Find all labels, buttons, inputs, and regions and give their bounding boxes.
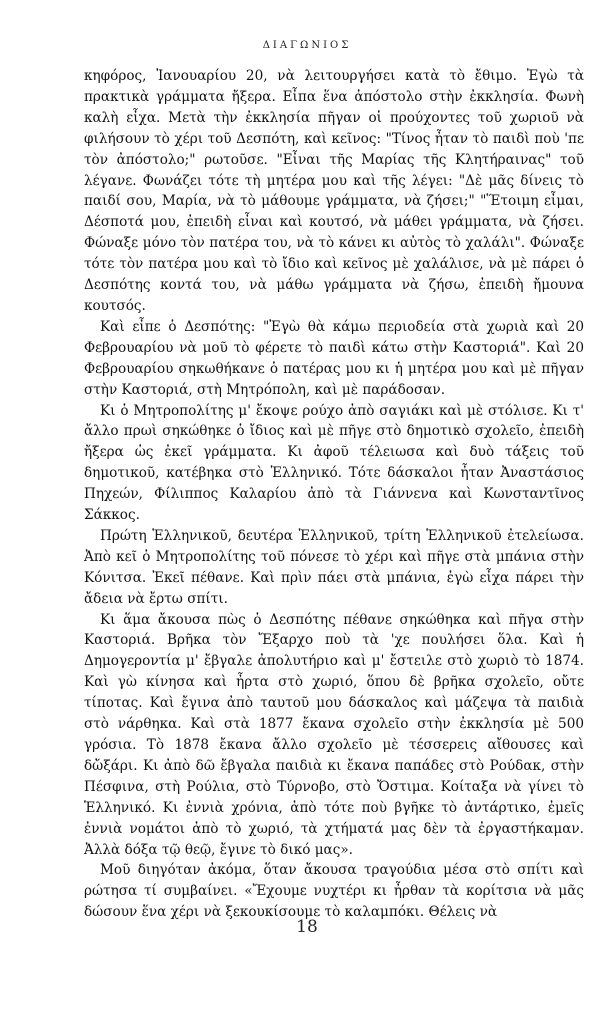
paragraph: Πρώτη Ἑλληνικοῦ, δευτέρα Ἑλληνικοῦ, τρίτη Ἑλληνικοῦ ἐτελείωσα. Ἀπὸ κεῖ ὁ Μητροπολίτης τοῦ πόνεσε τὸ χέρι καὶ πῆγε στὰ μπάνια στὴν Κόνιτσα. Ἐκεῖ πέθανε. Καὶ πρὶν πάει στὰ μπάνια, ἐγὼ εἶχα πάρει τὴν ἄδεια νὰ ἔρτω σπίτι. bbox=[84, 527, 584, 607]
paragraph: Κι ὁ Μητροπολίτης μ' ἔκοψε ρούχο ἀπὸ σαγιάκι καὶ μὲ στόλισε. Κι τ' ἄλλο πρωὶ σηκώθηκε ὁ ἴδιος καὶ μὲ πῆγε στὸ δημοτικὸ σχολεῖο, ἐπειδὴ ἤξερα ὡς ἐκεῖ γράμματα. Κι ἀφοῦ τέλειωσα καὶ δυὸ τάξεις τοῦ δημοτικοῦ, κατέβηκα στὸ Ἑλληνικό. Τότε δάσκαλοι ἦταν Ἀναστάσιος Πηχεών, Φίλιππος Καλαρίου ἀπὸ τὰ Γιάννενα καὶ Κωνσταντῖνος Σάκκος. bbox=[84, 402, 584, 524]
paragraph: Καὶ εἶπε ὁ Δεσπότης: "Ἐγὼ θὰ κάμω περιοδεία στὰ χωριὰ καὶ 20 Φεβρουαρίου νὰ μοῦ τὸ φέρετε τὸ παιδὶ κάτω στὴν Καστοριά". Καὶ 20 Φεβρουαρίου σηκωθήκανε ὁ πατέρας μου κι ἡ μητέρα μου καὶ μὲ πῆγαν στὴν Καστοριά, στὴ Μητρόπολη, καὶ μὲ παράδοσαν. bbox=[84, 318, 584, 398]
page-number: 18 bbox=[296, 917, 318, 937]
paragraph: Κι ἅμα ἄκουσα πὼς ὁ Δεσπότης πέθανε σηκώθηκα καὶ πῆγα στὴν Καστοριά. Βρῆκα τὸν Ἔξαρχο ποὺ τὰ 'χε πουλήσει ὅλα. Καὶ ἡ Δημογεροντία μ' ἔβγαλε ἀπολυτήριο καὶ μ' ἔστειλε στὸ χωριὸ τὸ 1874. Καὶ γὼ κίνησα καὶ ἦρτα στὸ χωριό, ὅπου δὲ βρῆκα σχολεῖο, οὔτε τίποτας. Καὶ ἔγινα ἀπὸ ταυτοῦ μου δάσκαλος καὶ μάζεψα τὰ παιδιὰ στὸ νάρθηκα. Καὶ στὰ 1877 ἔκανα σχολεῖο στὴν ἐκκλησία μὲ 500 γρόσια. Τὸ 1878 ἔκανα ἄλλο σχολεῖο μὲ τέσσερεις αἴθουσες καὶ δὤξάρι. Κι ἀπὸ δῶ ἔβγαλα παιδιὰ κι ἔκανα παπάδες στὸ Ρούδακ, στὴν Πέσφινα, στὴ Ρούλια, στὸ Τύρνοβο, στὸ Ὄστιμα. Κοίταξα νὰ γίνει τὸ Ἑλληνικό. Κι ἐννιὰ χρόνια, ἀπὸ τότε ποὺ βγῆκε τὸ ἀντάρτικο, ἐμεῖς ἐννιὰ νομάτοι ἀπὸ τὸ χωριό, τὰ χτήματά μας δὲν τὰ ἐργαστήκαμαν. Ἀλλὰ δόξα τῷ θεῷ, ἔγινε τὸ δικό μας». bbox=[84, 611, 584, 858]
paragraph: Μοῦ διηγόταν ἀκόμα, ὅταν ἄκουσα τραγούδια μέσα στὸ σπίτι καὶ ρώτησα τί συμβαίνει. «Ἔχουμε νυχτέρι κι ἦρθαν τὰ κορίτσια νὰ μᾶς δώσουν ἕνα χέρι νὰ ξεκουκίσουμε τὸ καλαμπόκι. Θέλεις νὰ bbox=[84, 862, 584, 921]
body-text bbox=[84, 66, 584, 923]
running-header: ΔΙΑΓΩΝΙΟΣ bbox=[262, 40, 352, 51]
paragraph: κηφόρος, Ἰανουαρίου 20, νὰ λειτουργήσει κατὰ τὸ ἔθιμο. Ἐγὼ τὰ πρακτικὰ γράμματα ἤξερα. Εἶπα ἕνα ἀπόστολο στὴν ἐκκλησία. Φωνὴ καλὴ εἶχα. Μετὰ τὴν ἐκκλησία πῆγαν οἱ προύχοντες τοῦ χωριοῦ νὰ φιλήσουν τὸ χέρι τοῦ Δεσπότη, καὶ κεῖνος: "Τίνος ἦταν τὸ παιδὶ ποὺ 'πε τὸν ἀπόστολο;" ρωτοῦσε. "Εἶναι τῆς Μαρίας τῆς Κλητήραινας" τοῦ λέγανε. Φωνάζει τότε τὴ μητέρα μου καὶ τῆς λέγει: "Δὲ μᾶς δίνεις τὸ παιδί σου, Μαρία, νὰ τὸ μάθουμε γράμματα, νὰ ζήσει;" "Ἕτοιμη εἶμαι, Δέσποτά μου, ἐπειδὴ εἶναι καὶ κουτσό, νὰ μάθει γράμματα, νὰ ζήσει. Φώναξε μόνο τὸν πατέρα του, νὰ τὸ κάνει κι αὐτὸς τὸ χαλάλι". Φώναξε τότε τὸν πατέρα μου καὶ τὸ ἴδιο καὶ κεῖνος μὲ χαλάλισε, νὰ μὲ πάρει ὁ Δεσπότης κοντά του, νὰ μάθω γράμματα νὰ ζήσω, ἐπειδὴ ἤμουνα κουτσός. bbox=[84, 68, 584, 314]
